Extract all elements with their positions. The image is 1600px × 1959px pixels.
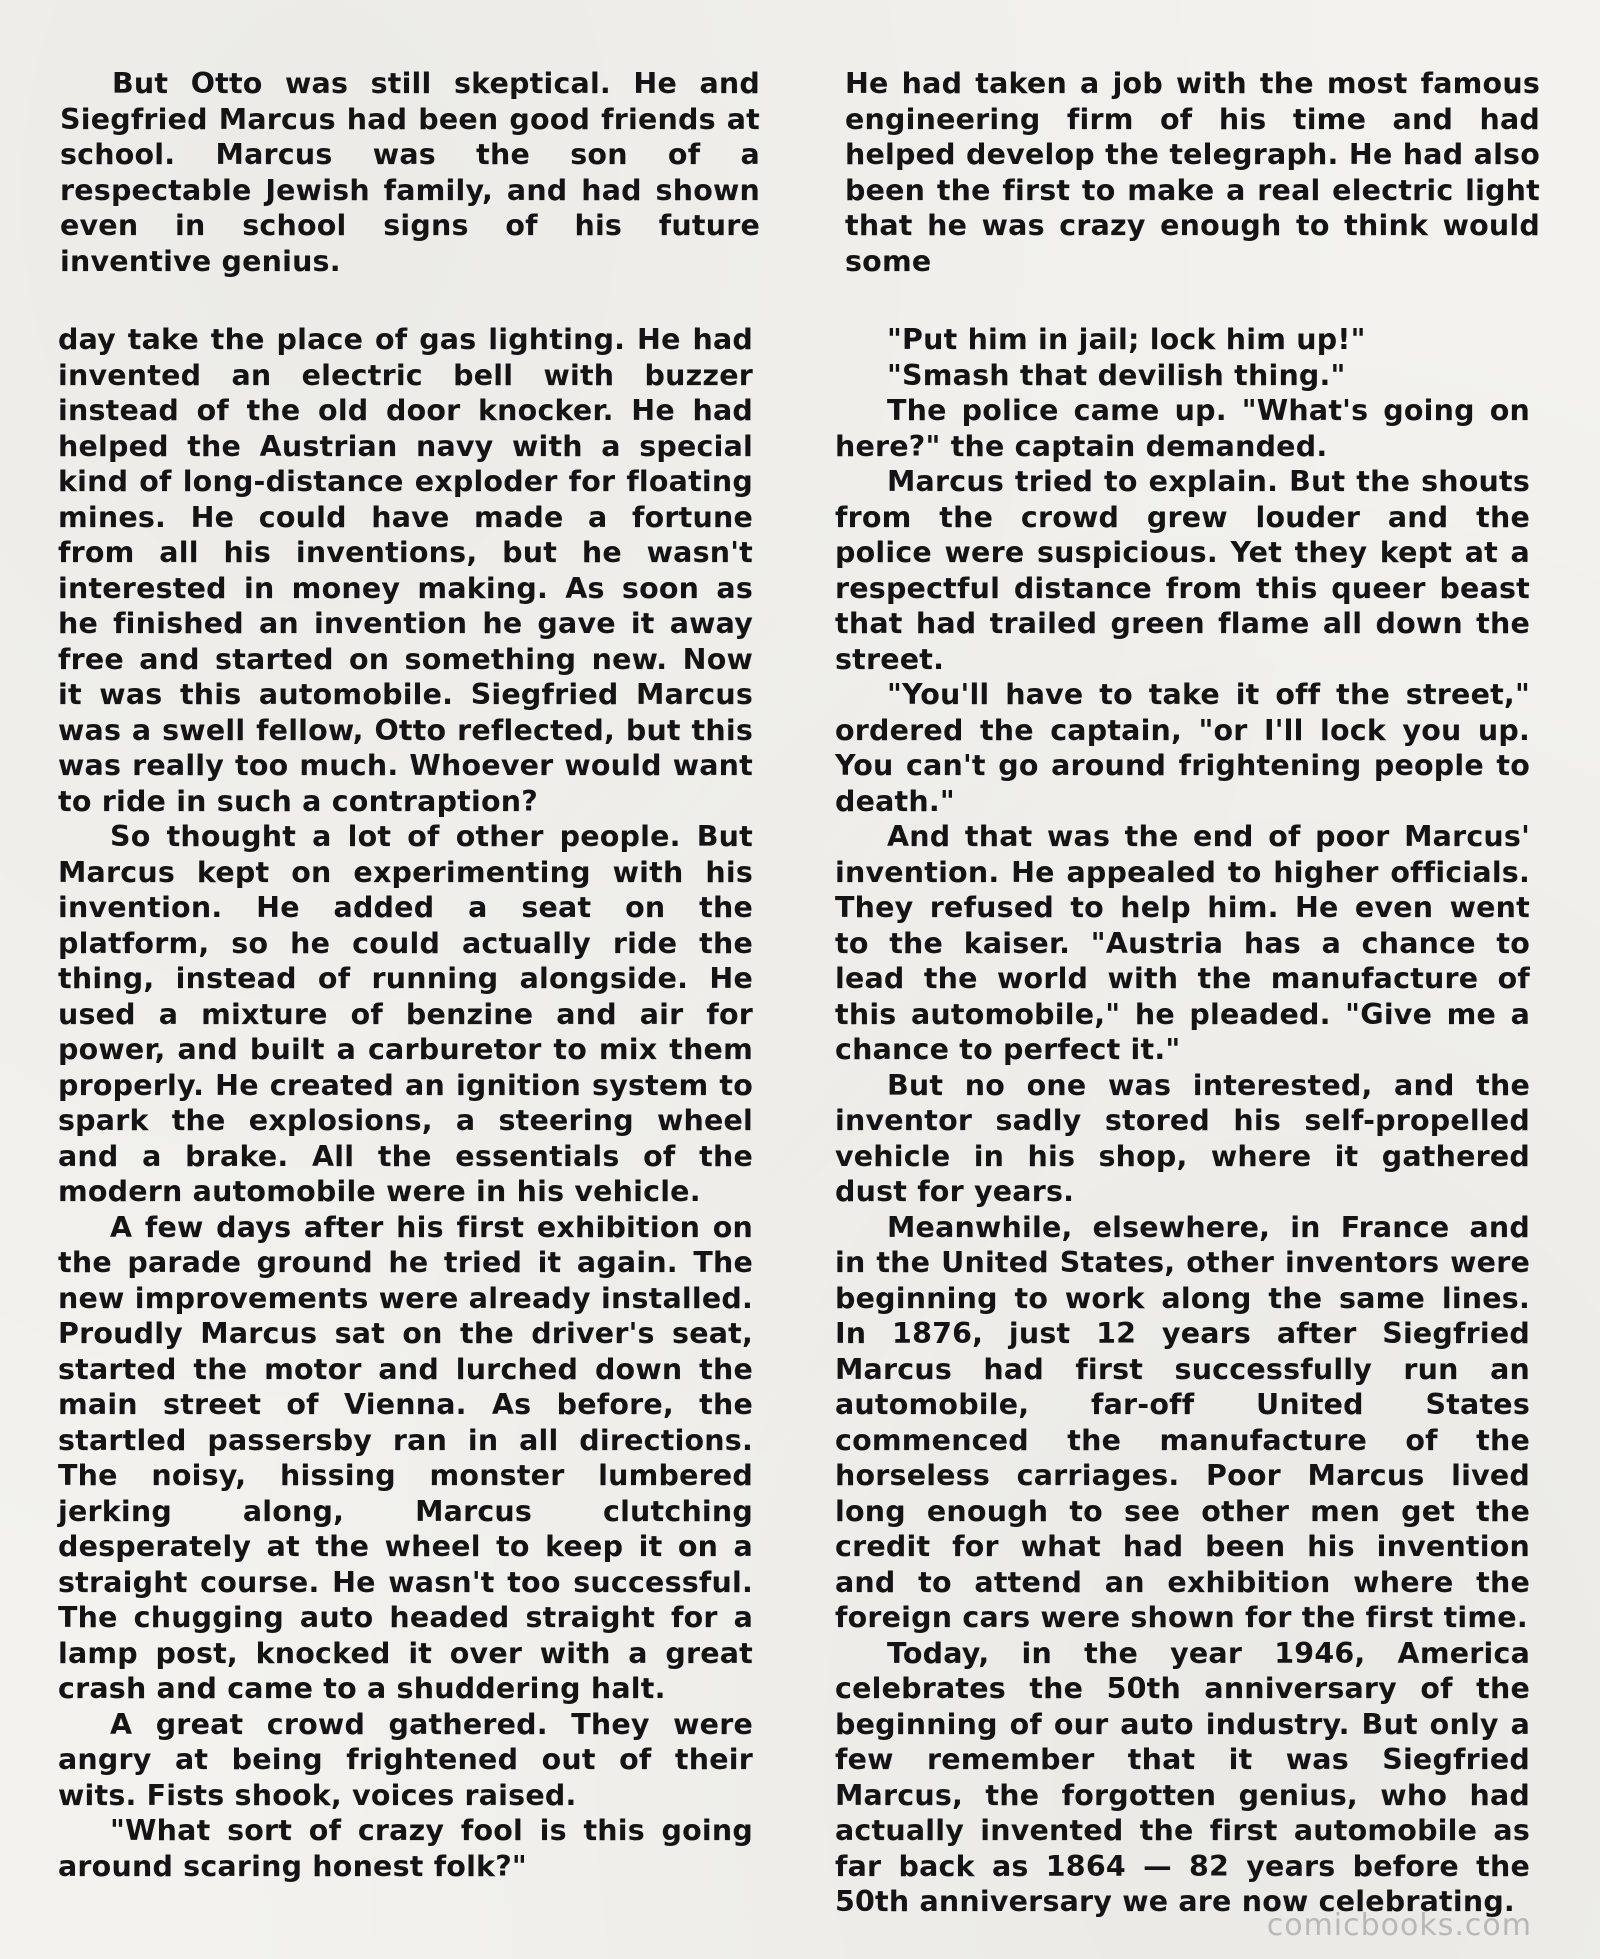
paragraph: The police came up. "What's going on here?" the captain demanded.: [835, 394, 1530, 463]
paragraph: "What sort of crazy fool is this going around scaring honest folk?": [58, 1814, 753, 1883]
top-right-column: [845, 66, 1540, 279]
paragraph: But no one was interested, and the inventor sadly stored his self-propelled vehicle in his shop, where it gathered dust for years.: [835, 1068, 1530, 1208]
paragraph: A few days after his first exhibition on the parade ground he tried it again. The new improvements were already installed. Proudly Marcus sat on the driver's seat, started the motor and lurched down the main street of Vienna. As before, the startled passersby ran in all directions. The noisy, hissing monster lumbered jerking along, Marcus clutching desperately at the wheel to keep it on a straight course. He wasn't too successful. The chugging auto headed straight for a lamp post, knocked it over with a great crash and came to a shuddering halt.: [58, 1210, 753, 1705]
paragraph: So thought a lot of other people. But Marcus kept on experimenting with his invention. He added a seat on the platform, so he could actually ride the thing, instead of running alongside. He used a mixture of benzine and air for power, and built a carburetor to mix them properly. He created an ignition system to spark the explosions, a steering wheel and a brake. All the essentials of the modern automobile were in his vehicle.: [58, 820, 753, 1208]
paragraph: "You'll have to take it off the street," ordered the captain, "or I'll lock you up. You can't go around frightening people to death.": [835, 678, 1530, 818]
top-left-column: [60, 66, 760, 279]
watermark: comicbooks.com: [1266, 1908, 1532, 1943]
bottom-left-column: [58, 322, 753, 1884]
bottom-right-column: [835, 322, 1530, 1920]
paragraph: Marcus tried to explain. But the shouts from the crowd grew louder and the police were suspicious. Yet they kept at a respectful distance from this queer beast that had trailed green flame all down the street.: [835, 465, 1530, 676]
paragraph: Meanwhile, elsewhere, in France and in the United States, other inventors were beginning to work along the same lines. In 1876, just 12 years after Siegfried Marcus had first successfully run an automobile, far-off United States commenced the manufacture of the horseless carriages. Poor Marcus lived long enough to see other men get the credit for what had been his invention and to attend an exhibition where the foreign cars were shown for the first time.: [835, 1210, 1530, 1634]
paragraph: He had taken a job with the most famous engineering firm of his time and had helped develop the telegraph. He had also been the first to make a real electric light that he was crazy enough to think would some: [845, 67, 1540, 278]
paragraph: "Put him in jail; lock him up!": [887, 323, 1366, 356]
paragraph: "Smash that devilish thing.": [887, 358, 1346, 392]
paragraph: A great crowd gathered. They were angry at being frightened out of their wits. Fists shook, voices raised.: [58, 1707, 753, 1812]
paragraph: And that was the end of poor Marcus' invention. He appealed to higher officials. They refused to help him. He even went to the kaiser. "Austria has a chance to lead the world with the manufacture of this automobile," he pleaded. "Give me a chance to perfect it.": [835, 820, 1530, 1066]
paragraph: day take the place of gas lighting. He had invented an electric bell with buzzer instead of the old door knocker. He had helped the Austrian navy with a special kind of long-distance exploder for floating mines. He could have made a fortune from all his inventions, but he wasn't interested in money making. As soon as he finished an invention he gave it away free and started on something new. Now it was this automobile. Siegfried Marcus was a swell fellow, Otto reflected, but this was really too much. Whoever would want to ride in such a contraption?: [58, 323, 753, 818]
paragraph: But Otto was still skeptical. He and Siegfried Marcus had been good friends at school. Marcus was the son of a respectable Jewish family, and had shown even in school signs of his future inventive genius.: [60, 67, 760, 278]
paragraph: Today, in the year 1946, America celebrates the 50th anniversary of the beginning of our auto industry. But only a few remember that it was Siegfried Marcus, the forgotten genius, who had actually invented the first automobile as far back as 1864 — 82 years before the 50th anniversary we are now celebrating.: [835, 1636, 1530, 1918]
